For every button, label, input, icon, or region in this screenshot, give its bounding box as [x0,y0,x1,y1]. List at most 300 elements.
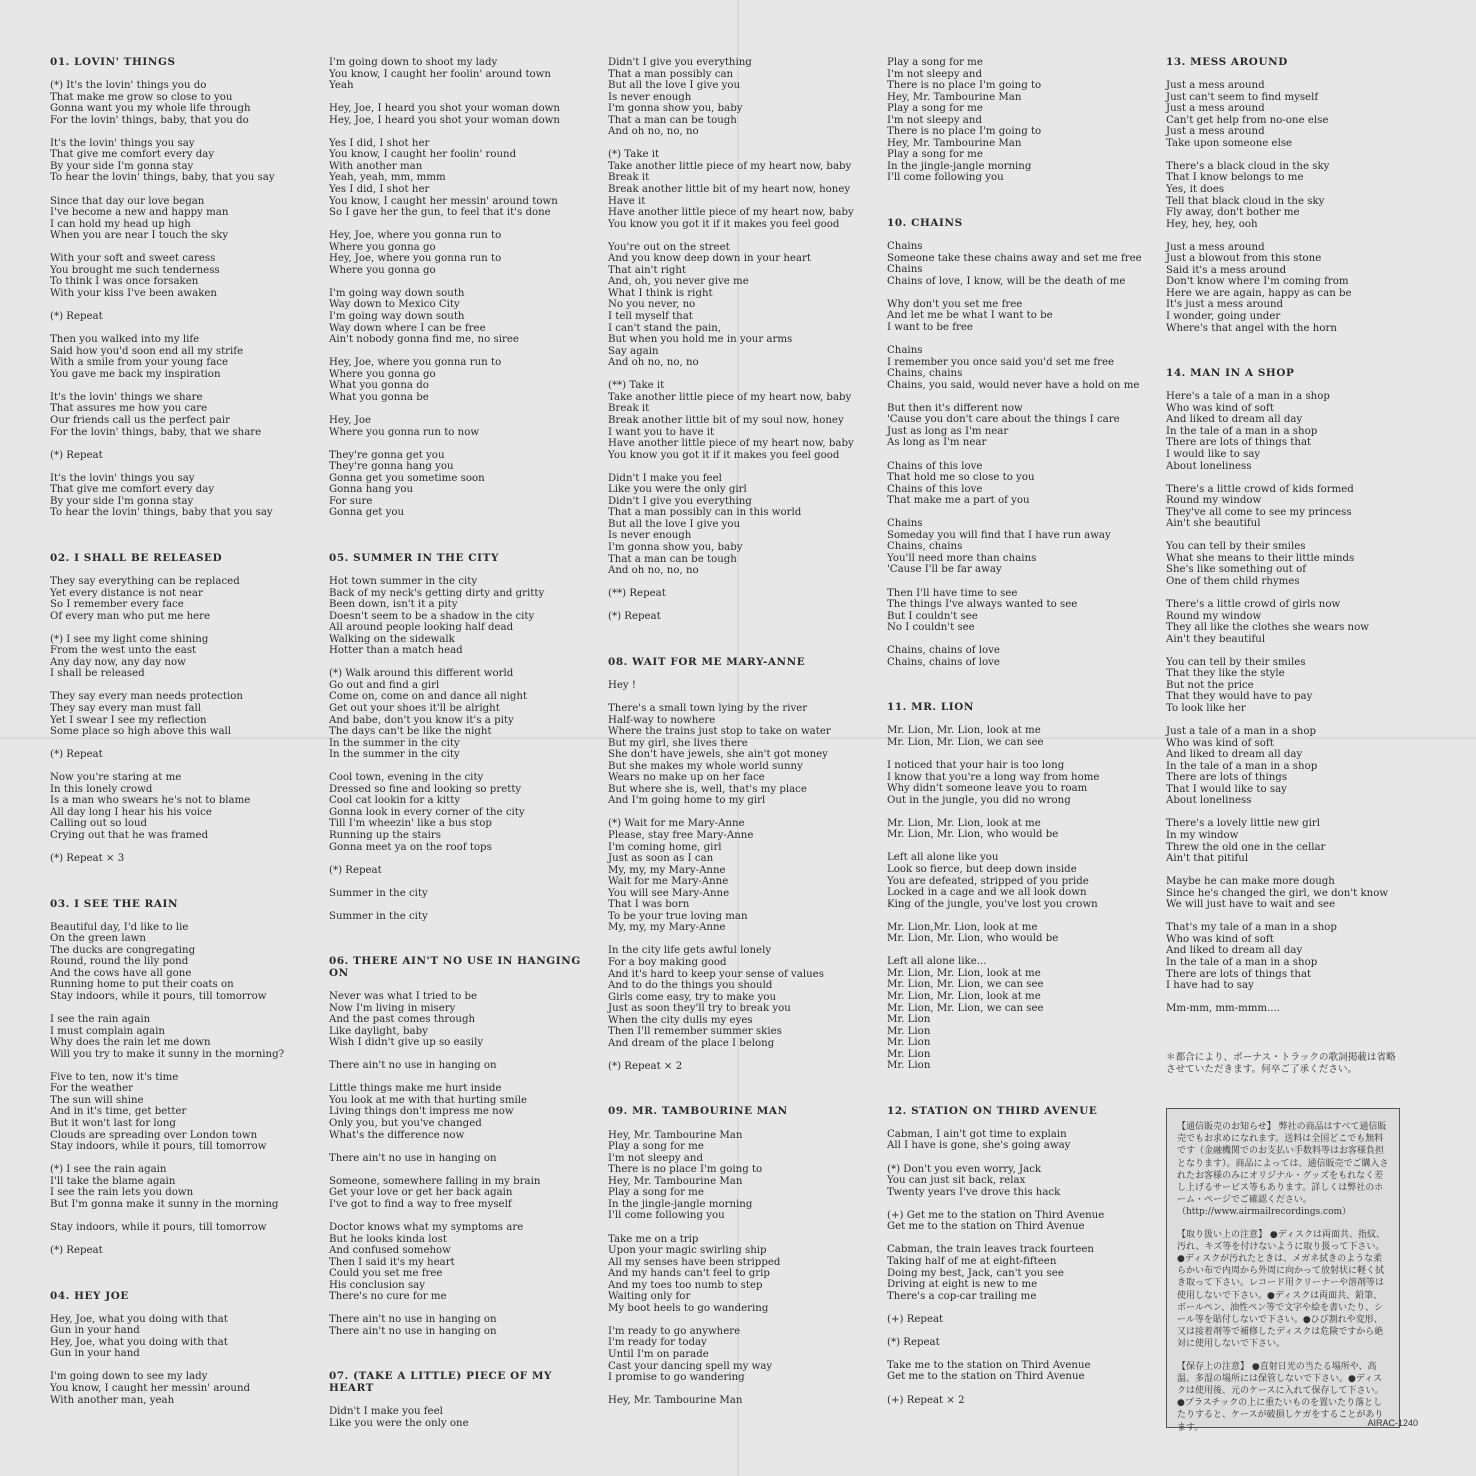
bonus-track-footnote: ＊都合により、ボーナス・トラックの歌詞掲載は省略させていただきます。何卒ご了承ください。 [1166,1052,1396,1075]
lyric-line [887,945,1149,957]
lyric-line: (*) Wait for me Mary-Anne [608,818,745,830]
lyric-line: They say every man needs protection [50,691,243,703]
lyric-line: They say everything can be replaced [50,575,240,587]
lyric-line: But when you hold me in your arms [608,334,793,346]
lyric-line: Mr. Lion, Mr. Lion, who would be [887,829,1059,841]
song-block [887,218,1149,668]
lyric-line [887,1198,1149,1210]
lyric-line: Then you walked into my life [50,334,200,346]
lyric-line [50,1210,312,1222]
lyric-line [50,738,312,750]
lyric-line: Said it's a mess around [1166,264,1287,276]
lyric-line: Hey, Joe, where you gonna run to [329,357,502,369]
lyric-line: All I have is gone, she's going away [887,1140,1071,1152]
lyric-line: With another man, yeah [50,1394,175,1406]
song-title: 02. I SHALL BE RELEASED [50,551,223,564]
lyric-line [887,287,1149,299]
lyric-line: Till I'm wheezin' like a bus stop [329,818,492,830]
lyric-line: (*) Repeat [50,1245,103,1257]
lyric-line: In the tale of a man in a shop [1166,957,1318,969]
lyric-line: Yeah, yeah, mm, mmm [329,172,446,184]
lyric-line: Break another little bit of my soul now, honey [608,414,844,426]
lyric-line: Mm-mm, mm-mmm.... [1166,1003,1281,1015]
lyric-line: That a man can be tough [608,553,737,565]
catalog-number: AIRAC-1240 [1367,1418,1418,1428]
lyric-line: Chains of this love [887,460,983,472]
lyric-line: I know that you're a long way from home [887,771,1100,783]
song-block [50,1291,312,1406]
lyric-line: Who was kind of soft [1166,737,1274,749]
lyric-line: The sun will shine [50,1094,144,1106]
lyric-line: And it's hard to keep your sense of values [608,968,824,980]
lyric-line: But where she is, well, that's my place [608,783,807,795]
lyric-line: I want to be free [887,321,973,333]
lyric-line: Don't know where I'm coming from [1166,276,1349,288]
lyric-line: Just a mess around [1166,241,1265,253]
lyric-line: Mr. Lion [887,1025,931,1037]
lyric-line: But then it's different now [887,402,1023,414]
lyric-line: Here's a tale of a man in a shop [1166,391,1330,403]
lyric-line: Out in the jungle, you did no wrong [887,794,1071,806]
lyric-line: On the green lawn [50,933,146,945]
lyric-line: Gonna hang you [329,484,414,496]
lyric-line: Now I'm living in misery [329,1002,456,1014]
lyric-line: Didn't I give you everything [608,57,752,68]
storage-notice: 【保存上の注意】 ●直射日光の当たる場所や、高温、多湿の場所には保管しないで下さい。●ディスクは使用後、元のケースに入れて保存して下さい。●プラスチックの上に重たいものを置いたり落としたりすると、ケースが破損しケガをすることがあります。 [1177,1361,1384,1433]
lyric-line: Just a blowout from this stone [1166,253,1322,265]
song-title: 09. MR. TAMBOURINE MAN [608,1105,788,1118]
lyric-line: That give me comfort every day [50,149,215,161]
lyric-line: (*) Take it [608,149,660,161]
lyric-line: And, oh, you never give me [608,276,749,288]
lyric-line [1166,588,1396,600]
lyric-line: For the lovin' things, baby, that you do [50,114,249,126]
lyric-line: That they like the style [1166,668,1285,680]
lyric-line: What I think is right [608,287,713,299]
lyric-line [1166,645,1396,657]
lyric-line: Running up the stairs [329,830,441,841]
lyric-line: Walking on the sidewalk [329,633,455,645]
lyric-line: Chains [887,264,923,276]
lyric-line: And oh no, no, no [608,357,699,369]
lyric-line [329,403,591,415]
lyric-line: That make me a part of you [887,495,1030,507]
lyric-line: They're gonna hang you [329,461,454,473]
lyric-line: I'm gonna show you, baby [608,541,743,553]
lyric-line [329,853,591,865]
lyric-line: Didn't I give you everything [608,495,752,507]
lyric-line: Cabman, I ain't got time to explain [887,1128,1067,1140]
lyric-line: Driving at eight is new to me [887,1279,1038,1291]
lyrics-column-5 [1166,57,1396,1015]
lyric-line [329,761,591,773]
song-title: 01. LOVIN' THINGS [50,56,176,68]
lyric-line: Hey, Joe [329,414,372,426]
lyric-line: Break another little bit of my heart now, honey [608,184,851,196]
lyric-line: Mr. Lion [887,1048,931,1060]
lyrics-column-2 [329,57,591,1429]
lyric-line: In the city life gets awful lonely [608,945,772,957]
lyric-line: There is no place I'm going to [887,126,1042,138]
lyric-line: Get me to the station on Third Avenue [887,1221,1085,1233]
lyric-line [887,391,1149,403]
lyric-line: Hey, Mr. Tambourine Man [608,1395,743,1407]
lyric-line: I'm gonna show you, baby [608,103,743,115]
lyric-line: I'm going down to shoot my lady [329,57,498,68]
lyric-line: Chains [887,241,923,253]
lyric-line [608,1314,870,1326]
lyric-line: No I couldn't see [887,622,975,634]
lyric-line: Hey, Mr. Tambourine Man [887,91,1022,103]
lyric-line: Mr. Lion, Mr. Lion, look at me [887,991,1041,1003]
lyric-line: You're out on the street [608,241,730,253]
lyric-line: Mr. Lion [887,1014,931,1026]
lyric-line: Since that day our love began [50,195,205,207]
lyric-line: But I'm gonna make it sunny in the morning [50,1198,279,1210]
lyric-line: That they would have to pay [1166,691,1313,703]
lyric-line: Summer in the city [329,910,428,922]
mail-order-notice: 【通信販売のお知らせ】 弊社の商品はすべて通信販売でもお求めになれます。送料は全国どこでも無料です（金融機関でのお支払い手数料等はお客様負担となります）。商品によっては、通信販売でご購入されたお客様のみにオリジナル・グッズをもれなく差し上げるサービス等もあります。詳しくは弊社のホーム・ページでご確認ください。（http://www.airmailrecordings.com） [1177,1122,1389,1218]
lyric-line: Chains [887,345,923,357]
lyric-line: Hey, Joe, I heard you shot your woman down [329,114,560,126]
song-block [608,657,870,1073]
lyric-line: What you gonna do [329,380,429,392]
lyric-line: Mr. Lion, Mr. Lion, look at me [887,967,1041,979]
handling-notice: 【取り扱い上の注意】 ●ディスクは両面共、指紋、汚れ、キズ等を付けないように取り扱って下さい。●ディスクが汚れたときは、メガネ拭きのような柔らかい布で内周から外周に向かって放射状に軽く拭き取って下さい。レコード用クリーナーや溶剤等は使用しないで下さい。●ディスクは両面共、鉛筆、ボールペン、油性ペン等で文字や絵を書いたり、シール等を貼付しないで下さい。●ひび割れや変形、又は接着剤等で補修したディスクは危険ですから絶対に使用しないで下さい。 [1177,1229,1385,1350]
lyric-line [887,749,1149,761]
lyric-line: Calling out so loud [50,818,148,830]
lyric-line: Wish I didn't give up so easily [329,1037,484,1049]
lyric-line: You are defeated, stripped of you pride [887,875,1089,887]
lyric-line: Dressed so fine and looking so pretty [329,783,522,795]
lyric-line [329,1210,591,1222]
lyric-line: (*) I see my light come shining [50,633,209,645]
song-block [887,57,1149,184]
song-block [329,553,591,923]
lyric-line [50,1153,312,1165]
lyric-line: Play a song for me [887,57,983,68]
lyric-line [329,1049,591,1061]
lyric-line [50,184,312,196]
lyric-line: Running home to put their coats on [50,979,234,991]
lyric-line [887,333,1149,345]
lyric-line: In the jingle-jangle morning [608,1198,753,1210]
lyric-line: I want you to have it [608,426,715,438]
lyric-line: Some place so high above this wall [50,726,232,738]
song-block [608,57,870,623]
lyric-line: Chains, chains of love [887,656,1000,668]
lyric-line: Left all alone like... [887,956,987,968]
lyric-line: And in it's time, get better [50,1106,187,1118]
lyric-line: The things I've always wanted to see [887,599,1078,611]
lyric-line: Didn't I make you feel [608,472,722,484]
lyric-line: For a boy making good [608,957,727,969]
lyric-line: Someone take these chains away and set me free [887,252,1142,264]
lyric-line: Stay indoors, while it pours, till tomorrow [50,991,267,1003]
lyric-line: And I'm going home to my girl [608,795,766,807]
lyric-line [608,577,870,589]
lyric-line: It's the lovin' things you say [50,472,195,484]
song-block [50,553,312,865]
lyric-line: Play a song for me [608,1187,704,1199]
lyric-line: My, my, my Mary-Anne [608,864,726,876]
lyric-line: Then I said it's my heart [329,1256,455,1268]
lyric-line: You look at me with that hurting smile [329,1094,528,1106]
lyric-line: To think I was once forsaken [50,276,199,288]
lyric-line: I noticed that your hair is too long [887,760,1065,772]
lyric-line: Stay indoors, while it pours, till tomorrow [50,1141,267,1153]
lyric-line: Have another little piece of my heart now, baby [608,207,854,219]
lyric-line: I can hold my head up high [50,218,191,230]
lyric-line: And let me be what I want to be [887,310,1053,322]
lyric-line: Where you gonna go [329,264,436,276]
lyric-line [1166,807,1396,819]
lyric-line: Take me on a trip [608,1233,699,1245]
lyric-line: But all the love I give you [608,80,741,92]
lyric-line: You can tell by their smiles [1166,656,1306,668]
lyric-line [329,346,591,358]
lyric-line: By your side I'm gonna stay [50,495,194,507]
lyric-line: Where you gonna go [329,368,436,380]
lyric-line: Chains [887,518,923,530]
lyric-line: Wait for me Mary-Anne [608,876,729,888]
lyric-line [887,449,1149,461]
lyric-line: Hey, hey, hey, ooh [1166,218,1258,230]
lyric-line: I'll come following you [608,1210,725,1222]
lyric-line: They're gonna get you [329,449,445,461]
lyric-line: We will just have to wait and see [1166,899,1336,911]
lyric-line: You can just sit back, relax [887,1175,1026,1187]
lyric-line: Mr. Lion, Mr. Lion, who would be [887,933,1059,945]
lyric-line: You can tell by their smiles [1166,541,1306,553]
lyric-line: Hey, Joe, I heard you shot your woman down [329,103,560,115]
lyric-line [50,622,312,634]
lyric-line: She don't have jewels, she ain't got money [608,749,828,761]
lyric-line: I tell myself that [608,311,693,323]
lyric-line: Break it [608,403,650,415]
lyric-line: There's a cop-car trailing me [887,1290,1037,1302]
lyric-line: To hear the lovin' things, baby that you say [50,507,273,519]
song-title: 12. STATION ON THIRD AVENUE [887,1104,1098,1117]
lyric-line: I'm not sleepy and [887,114,982,126]
lyric-line [608,1049,870,1061]
lyric-line: There's a small town lying by the river [608,702,808,714]
lyric-line: There are lots of things that [1166,968,1312,980]
lyric-line: In my window [1166,830,1239,841]
lyric-line: For sure [329,495,373,507]
lyric-line: Could you set me free [329,1268,443,1280]
lyric-line: With your kiss I've been awaken [50,287,217,299]
lyric-line: What she means to their little minds [1166,552,1355,564]
lyric-line: Hey, Joe, where you gonna run to [329,253,502,265]
lyric-line: Our friends call us the perfect pair [50,414,230,426]
lyric-line: Yet every distance is not near [50,587,203,599]
lyric-line: Why don't you set me free [887,298,1023,310]
lyric-line: (*) Repeat [608,611,661,623]
lyric-line: King of the jungle, you've lost you crown [887,898,1098,910]
lyric-line: Get your love or get her back again [329,1187,513,1199]
lyric-line: Mr. Lion, Mr. Lion, we can see [887,736,1044,748]
lyric-line: In this lonely crowd [50,783,153,795]
lyric-line: You'll need more than chains [887,552,1037,564]
lyric-line [50,1060,312,1072]
lyric-line: Hotter than a match head [329,645,463,657]
lyric-line: Crying out that he was framed [50,830,209,841]
lyric-line: Hey, Mr. Tambourine Man [887,137,1022,149]
lyric-line: Wears no make up on her face [608,772,765,784]
lyric-line: I remember you once said you'd set me free [887,356,1115,368]
song-block [329,57,591,519]
lyric-line: Waiting only for [608,1291,691,1303]
notice-box [1166,1108,1400,1433]
lyric-line: Come on, come on and dance all night [329,691,528,703]
lyric-line: With your soft and sweet caress [50,253,216,265]
lyric-line: And liked to dream all day [1166,749,1303,761]
lyric-line: Will you try to make it sunny in the morning? [50,1048,285,1060]
song-block [608,1106,870,1406]
lyric-line: Cool cat lookin for a kitty [329,795,461,807]
lyric-line [50,299,312,311]
lyric-line: Twenty years I've drove this hack [887,1186,1061,1198]
lyric-line: Mr. Lion [887,1037,931,1049]
lyric-line: What's the difference now [329,1129,465,1141]
lyric-line [608,807,870,819]
lyric-line: Girls come easy, try to make you [608,991,777,1003]
lyric-line: All day long I hear his his voice [50,806,212,818]
lyric-line: Until I'm on parade [608,1348,709,1360]
lyric-line: The days can't be like the night [329,726,492,738]
lyric-line: Here we are again, happy as can be [1166,287,1352,299]
lyric-line: Beautiful day, I'd like to lie [50,921,189,933]
lyric-line: Gonna get you [329,507,405,519]
lyric-line: I can't stand the pain, [608,322,722,334]
lyric-line: Someone, somewhere falling in my brain [329,1175,541,1187]
lyric-line: Have another little piece of my heart now, baby [608,438,854,450]
lyric-line: Cool town, evening in the city [329,772,484,784]
lyric-line: Been down, isn't it a pity [329,599,458,611]
lyric-line: Take me to the station on Third Avenue [887,1359,1091,1371]
lyric-line: For the weather [50,1083,134,1095]
lyric-line [608,600,870,612]
lyric-line: One of them child rhymes [1166,575,1300,587]
lyric-line: There are lots of things that [1166,437,1312,449]
lyric-line: You know you got it if it makes you feel good [608,218,840,230]
lyric-line: And confused somehow [329,1245,451,1257]
lyric-line [329,1164,591,1176]
lyric-line: When the city dulls my eyes [608,1014,753,1026]
lyric-line: Where's that angel with the horn [1166,322,1337,334]
lyric-line: Threw the old one in the cellar [1166,841,1326,853]
lyric-line: Look so fierce, but deep down inside [887,864,1077,875]
lyric-line: Round, round the lily pond [50,956,189,968]
lyric-line [329,657,591,669]
lyric-line [50,761,312,773]
lyric-line: I promise to go wandering [608,1372,745,1384]
lyric-line: Fly away, don't bother me [1166,207,1300,219]
lyric-line: Gonna meet ya on the roof tops [329,841,492,853]
lyric-line: That ain't right [608,264,687,276]
lyric-line: I'll come following you [887,172,1004,184]
lyric-line: From the west unto the east [50,645,197,657]
lyric-line [887,1325,1149,1337]
lyric-line: His conclusion say [329,1279,426,1291]
lyric-line: (*) I see the rain again [50,1164,167,1176]
lyric-line: Doesn't seem to be a shadow in the city [329,610,535,622]
lyric-line [887,576,1149,588]
lyric-line: There's a little crowd of kids formed [1166,483,1354,495]
lyric-line: And my hands can't feel to grip [608,1268,770,1280]
lyric-line: Now you're staring at me [50,772,182,784]
lyric-line: That assures me how you care [50,403,208,415]
lyric-line: You know, I caught her foolin' round [329,149,517,161]
song-block [1166,57,1396,334]
lyric-line: That's my tale of a man in a shop [1166,922,1337,934]
lyric-line: Is never enough [608,91,692,103]
lyric-line: And dream of the place I belong [608,1037,775,1049]
lyric-line: Like daylight, baby [329,1025,428,1037]
lyric-line: Doctor knows what my symptoms are [329,1221,524,1233]
lyric-line: You know, I caught her messin' around town [329,195,558,207]
lyric-line [887,841,1149,853]
lyric-line [329,876,591,888]
lyric-line: She's like something out of [1166,564,1307,576]
lyric-line: Chains of this love [887,483,983,495]
lyric-line: In the summer in the city [329,749,460,761]
lyric-line: Cabman, the train leaves track fourteen [887,1244,1094,1256]
lyric-line: So I gave her the gun, to feel that it's done [329,207,551,219]
lyric-line: Just as long as I'm near [887,425,1009,437]
lyric-line [887,1152,1149,1164]
lyric-line [1166,715,1396,727]
lyric-line: You will see Mary-Anne [608,887,730,899]
lyric-line [887,634,1149,646]
lyric-line: (+) Get me to the station on Third Avenue [887,1209,1105,1221]
lyric-line: Just a mess around [1166,80,1265,92]
lyric-line: Since he's changed the girl, we don't know [1166,887,1389,899]
lyric-line: I'll take the blame again [50,1175,176,1187]
lyric-line: Mr. Lion, Mr. Lion, look at me [887,725,1041,737]
lyric-line: Just a tale of a man in a shop [1166,726,1317,738]
lyric-line: But I couldn't see [887,610,978,622]
lyric-line: By your side I'm gonna stay [50,160,194,172]
lyric-line: (*) Repeat [50,749,103,761]
lyric-line: Gonna look in every corner of the city [329,806,525,818]
lyric-line: Play a song for me [887,103,983,115]
lyric-line [887,1383,1149,1395]
lyric-line: Yes I did, I shot her [329,184,430,196]
lyric-line: Where you gonna run to now [329,426,480,438]
lyric-line: (*) Repeat × 2 [608,1060,683,1072]
song-block [329,956,591,1337]
lyric-line: Chains, chains of love [887,645,1000,657]
lyric-line: There ain't no use in hanging on [329,1325,497,1337]
lyric-line: No you never, no [608,299,696,311]
lyric-line: In the jingle-jangle morning [887,160,1032,172]
lyric-line: Then I'll remember summer skies [608,1026,782,1038]
lyric-line: I must complain again [50,1025,165,1037]
lyric-line: You know you got it if it makes you feel good [608,449,840,461]
lyric-line: Taking half of me at eight-fifteen [887,1255,1057,1267]
lyric-line: There's no cure for me [329,1291,447,1303]
lyric-line: To look like her [1166,702,1246,714]
lyric-line [608,1384,870,1396]
lyric-line: About loneliness [1166,460,1252,472]
lyric-line [329,276,591,288]
lyric-line: That I was born [608,899,690,911]
lyric-line: They say every man must fall [50,702,202,714]
lyric-line: As long as I'm near [887,437,987,449]
lyric-line: Chains of love, I know, will be the death of me [887,275,1126,287]
